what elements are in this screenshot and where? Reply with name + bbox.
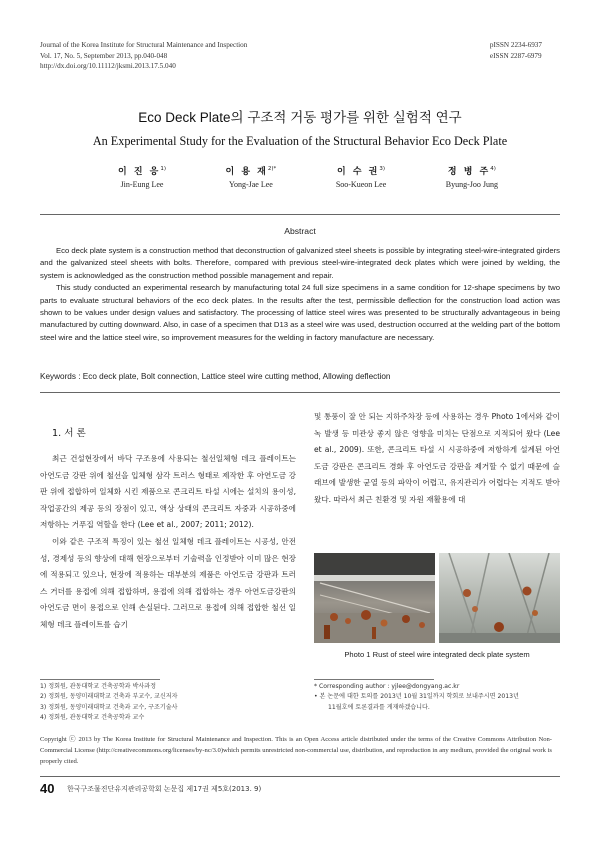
body-paragraph: 및 통풍이 잘 안 되는 지하주차장 등에 사용하는 경우 Photo 1에서와 같이 녹 발생 등 미관상 좋지 않은 영향을 미치는 단점으로 지적되어 왔다 (Lee et al., 2009). 또한, 콘크리트 타설 시 시공하중에 저항하게 설계된 아연도금 강판은 콘크리트 경화 후 아연도금 강판을 제거할 수 없기 때문에 슬래브에 발생한 균열 등의 파악이 어렵고, 유지관리가 어렵다는 지적도 받아왔다. 따라서 최근 친환경 및 자원 재활용에 대 [314, 412, 560, 504]
copyright-notice: Copyright ⓒ 2013 by The Korea Institute for Structural Maintenance and Inspection. This is an Open Access article distributed under the terms of the Creative Commons Attribution Non-Commercial License (http://creativecommons.org/licenses/by-nc/3.0)which permits unrestricted non-commercial use, distribution, and reproduction in any medium, provided the original work is properly cited. [40, 736, 552, 765]
author-name-ko: 이 진 응 [118, 167, 161, 177]
abstract-paragraph: This study conducted an experimental research by manufacturing total 24 full size specimens in a same condition for 12-shape specimens by two parts to evaluate structural behaviors of the eco deck plates. In the results after the test, permissible deflection for the construction load action was shown to be values under design values and satisfactory. The processing of lattice steel wires was presented to be structurally advantageous in being manufactured by cutting downward. Also, in case of a specimen that D13 as a steel wire was used, destruction occurred at the welding part of the bottom steel wire and the lattice steel wire, so improvement measures for the welding in factory manufacture are necessary. [40, 283, 560, 342]
footnote: 1) 정회원, 관동대학교 건축공학과 박사과정 [40, 683, 157, 690]
pissn: pISSN 2234-6937 [489, 41, 542, 49]
page-number: 40 [40, 781, 55, 796]
discussion-note: • 본 논문에 대한 토의를 2013년 10월 31일까지 학회로 보내주시면 2013년 [314, 693, 519, 701]
photo-rust-beam [314, 553, 435, 643]
footnote-rule [40, 679, 160, 680]
author-affiliation-mark: 2)* [267, 166, 277, 172]
journal-name: Journal of the Korea Institute for Structural Maintenance and Inspection [40, 41, 248, 49]
footnote: 2) 정회원, 동양미래대학교 건축과 부교수, 교신저자 [40, 693, 178, 701]
corresponding-author: * Corresponding author : yjlee@dongyang.ac.kr [314, 683, 460, 690]
abstract-heading: Abstract [284, 226, 316, 236]
abstract-body [40, 245, 560, 344]
keywords: Keywords : Eco deck plate, Bolt connection, Lattice steel wire cutting method, Allowing deflection [40, 372, 391, 381]
photo-1 [314, 553, 560, 643]
title-korean: Eco Deck Plate의 구조적 거동 평가를 위한 실험적 연구 [138, 110, 462, 125]
author-affiliation-mark: 3) [379, 166, 386, 172]
author-affiliation-mark: 1) [160, 166, 167, 172]
abstract-paragraph: Eco deck plate system is a construction method that deconstruction of galvanized steel sheets is possible by integrating steel-wire-integrated girders and the galvanized steel sheets with bolts. Therefore, compared with previous steel-wire-integrated deck plates which were joined by welding, the system is acknowledged as the construction method possible management and repair. [40, 246, 560, 280]
footnote-rule [314, 679, 434, 680]
eissn: eISSN 2287-6979 [489, 51, 542, 60]
author-name-ko: 이 수 권 [337, 167, 380, 177]
title-english: An Experimental Study for the Evaluation of the Structural Behavior Eco Deck Plate [92, 134, 508, 148]
author-name-ko: 이 용 재 [225, 167, 268, 177]
author [336, 164, 386, 189]
discussion-note-cont: 11월호에 토론결과를 게재하겠습니다. [328, 703, 430, 711]
photo-caption: Photo 1 Rust of steel wire integrated deck plate system [344, 650, 530, 659]
section-title: 1. 서 론 [52, 428, 86, 439]
footer-rule [40, 776, 560, 777]
abstract-top-rule [40, 214, 560, 215]
author [226, 164, 277, 189]
issn-block [490, 40, 542, 61]
doi-link[interactable]: http://dx.doi.org/10.11112/jksmi.2013.17.5.040 [40, 62, 176, 70]
journal-header [40, 40, 247, 72]
author-name-en: Byung-Joo Jung [445, 180, 498, 189]
footnote: 4) 정회원, 관동대학교 건축공학과 교수 [40, 713, 145, 721]
author-affiliation-mark: 4) [490, 166, 496, 172]
journal-footer: 한국구조물진단유지관리공학회 논문집 제17권 제5호(2013. 9) [67, 785, 262, 793]
correspondence-footnotes [314, 682, 560, 713]
author [118, 164, 166, 189]
right-column [314, 409, 560, 509]
body-paragraph: 최근 건설현장에서 바닥 구조용에 사용되는 철선일체형 데크 플레이트는 아연도금 강판 위에 철선을 입체형 삼각 트러스 형태로 제작한 후 아연도금 강판 위에 접합하여 일체화 시킨 제품으로 콘크리트 타설 시에는 설치의 용이성, 작업공간의 제공 등의 장점이 있고, 액상 상태의 콘크리트 자중과 시공하중에 저항하는 거푸집 역할을 한다 (Lee et al., 2007; 2011; 2012). [40, 454, 296, 530]
abstract-bottom-rule [40, 392, 560, 393]
author-name-ko: 정 병 주 [447, 167, 491, 177]
affiliation-footnotes [40, 682, 178, 723]
volume-line: Vol. 17, No. 5, September 2013, pp.040-048 [40, 51, 168, 60]
author-name-en: Yong-Jae Lee [228, 180, 273, 189]
photo-rust-wire [439, 553, 560, 643]
author-name-en: Jin-Eung Lee [120, 180, 164, 189]
author [446, 164, 498, 189]
body-paragraph: 이와 같은 구조적 특징이 있는 철선 일체형 데크 플레이트는 시공성, 안전성, 경제성 등의 향상에 대해 현장으로부터 기술력을 인정받아 이미 많은 현장에 적용되고 있으나, 현장에 적용하는 대부분의 제품은 아연도금 강판과 트러스 거더를 용접에 의해 접합하며, 용접에 의해 접합하는 경우 아연도금강판의 아연도금 면이 용접으로 인해 손실된다. 그러므로 용접에 의해 접합한 철선 일체형 데크 플레이트를 습기 [40, 536, 296, 629]
author-list [118, 164, 498, 189]
left-column [40, 451, 296, 634]
footnote: 3) 정회원, 동양미래대학교 건축과 교수, 구조기술사 [40, 703, 178, 711]
author-name-en: Soo-Kueon Lee [335, 180, 387, 189]
